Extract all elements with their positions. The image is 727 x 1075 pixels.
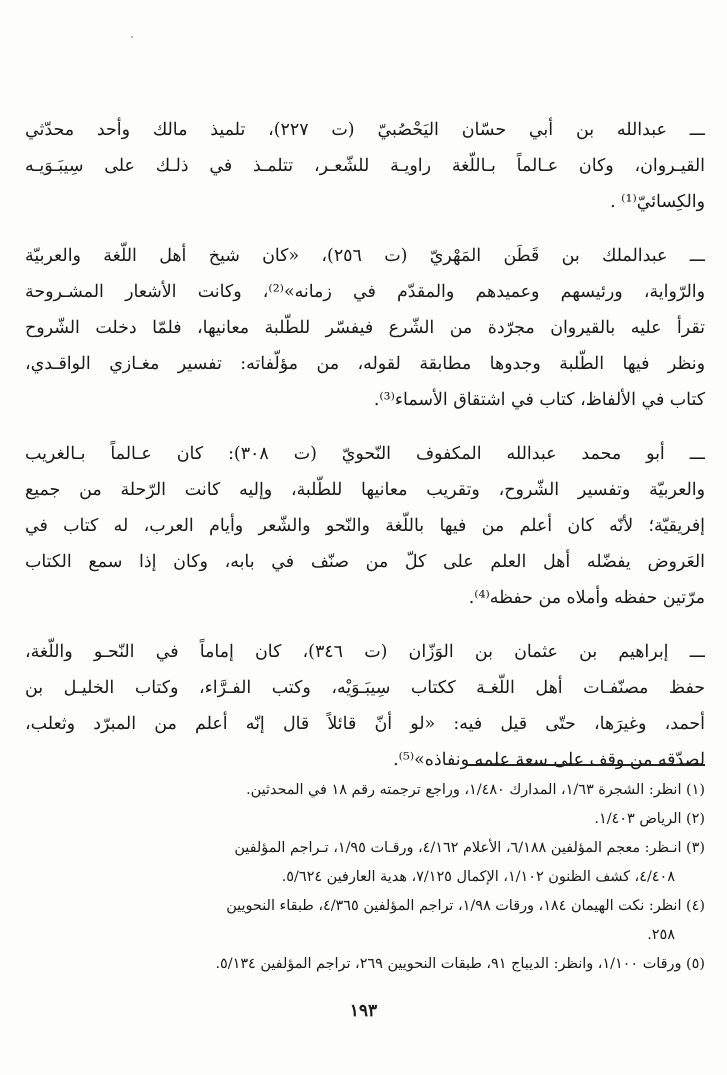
text-line: العَروض يفضّله أهل العلم على كلّ من صنّف في بابه، وكان إذا سمع الكتاب	[25, 552, 705, 572]
text-line: القيـروان، وكان عـالماً بـاللّغة راويـة للشّعـر، تتلمـذ في ذلـك على سِيبَـوَيـه	[25, 156, 705, 176]
footnote-line: (١) انظر: الشجرة ١/٦٣، المدارك ١/٤٨٠، وراجع ترجمته رقم ١٨ في المحدثين.	[246, 782, 705, 798]
text-line: ـــ عبدالله بن أبي حسّان اليَحْصُبيّ (ت ٢٢٧)، تلميذ مالك وأحد محدّثي	[25, 120, 705, 140]
footnote-line: (٥) ورقات ١/١٠٠، وانظر: الديباج ٩١، طبقات النحويين ٢٦٩، تراجم المؤلفين ٥/١٣٤.	[215, 956, 705, 972]
footnote-line: (٢) الرياض ١/٤٠٣.	[594, 811, 705, 827]
footnote-line: (٣) انـظر: معجم المؤلفين ٦/١٨٨، الأعلام ٤/١٦٢، ورقـات ١/٩٥، تـراجم المؤلفين	[234, 840, 705, 856]
main-text	[25, 112, 705, 796]
text-line: أحمد، وغيرَها، حتّى قيل فيه: «لو أنّ قائلاً قال إنّه أعلم من المبرّد وثعلب،	[25, 714, 705, 734]
footnotes	[25, 776, 705, 979]
text-line: كتاب في الألفاظ، كتاب في اشتقاق الأسماء⁽³⁾.	[373, 390, 705, 410]
footnote-line: (٤) انظر: نكت الهيمان ١٨٤، ورقات ١/٩٨، تراجم المؤلفين ٤/٣٦٥، طبقاء النحويين	[226, 898, 705, 914]
entry-abdallah-ibn-abi-hassan	[25, 112, 705, 220]
footnote-3	[25, 834, 705, 892]
footnote-separator	[467, 764, 705, 766]
text-line: ـــ إبراهيم بن عثمان بن الوَزّان (ت ٣٤٦)، كان إماماً في النّحـو واللّغة،	[25, 642, 705, 662]
text-line: والكِسائيّ⁽¹⁾ .	[610, 192, 705, 212]
text-line: ـــ عبدالملك بن قَطَن المَهْريّ (ت ٢٥٦)، «كان شيخ أهل اللّغة والعربيّة	[25, 246, 705, 266]
footnote-2	[25, 805, 705, 834]
footnote-line: ٢٥٨.	[647, 927, 675, 943]
entry-ibrahim-ibn-uthman	[25, 634, 705, 778]
text-line: لصدّقه من وقف على سعة علمه ونفاذه»⁽⁵⁾.	[393, 750, 705, 770]
text-line: إفريقيّة؛ لأنّه كان أعلم من فيها باللّغة والنّحو والشّعر وأيام العرب، له كتاب في	[25, 516, 705, 536]
text-line: والرّواية، ورئيسهم وعميدهم والمقدّم في زمانه»⁽²⁾، وكانت الأشعار المشـروحة	[25, 282, 705, 302]
entry-abu-muhammad-almakfuf	[25, 436, 705, 616]
text-line: مرّتين حفظه وأملاه من حفظه⁽⁴⁾.	[468, 588, 705, 608]
footnote-5	[25, 950, 705, 979]
scan-speck	[131, 36, 133, 38]
text-line: حفظ مصنّفـات أهل اللّغـة ككتاب سِيبَـوَيْه، وكتب الفـرَّاء، وكتاب الخليـل بن	[25, 678, 705, 698]
entry-abdalmalik-ibn-qatan	[25, 238, 705, 418]
text-line: ـــ أبو محمد عبدالله المكفوف النّحويّ (ت ٣٠٨): كان عـالماً بـالغريب	[25, 444, 705, 464]
footnote-1	[25, 776, 705, 805]
text-line: تقرأ عليه بالقيروان مجرّدة من الشّرع فيفسّر للطّلبة معانيها، فلمّا دخلت الشّروح	[25, 318, 705, 338]
page-number: ١٩٣	[349, 1001, 378, 1021]
text-line: ونظر فيها الطّلبة وجدوها مطابقة لقوله، من مؤلّفاته: تفسير مغـازي الواقـدي،	[25, 354, 705, 374]
footnote-line: ٤/٤٠٨، كشف الظنون ١/١٠٢، الإكمال ٧/١٢٥، هدية العارفين ٥/٦٢٤.	[281, 869, 675, 885]
footnote-4	[25, 892, 705, 950]
text-line: والعربيّة وتفسير الشّروح، وتقريب معانيها للطّلبة، وإليه كانت الرّحلة من جميع	[25, 480, 705, 500]
